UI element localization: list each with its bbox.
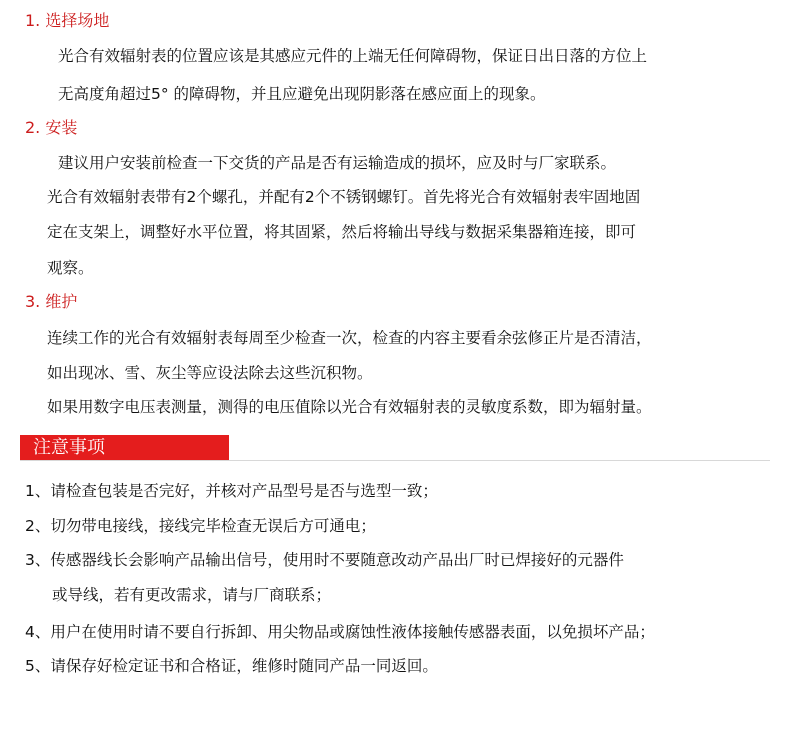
notice-item-2: 2、切勿带电接线，接线完毕检查无误后方可通电； (25, 517, 376, 535)
section-2-line-4: 观察。 (47, 259, 94, 277)
divider (20, 460, 770, 461)
notice-item-4: 4、用户在使用时请不要自行拆卸、用尖物品或腐蚀性液体接触传感器表面，以免损坏产品； (25, 623, 655, 641)
section-2-heading: 2. 安装 (25, 118, 78, 137)
section-3-line-3: 如果用数字电压表测量，测得的电压值除以光合有效辐射表的灵敏度系数，即为辐射量。 (47, 398, 652, 416)
notice-item-1: 1、请检查包装是否完好，并核对产品型号是否与选型一致； (25, 482, 438, 500)
section-1-line-1: 光合有效辐射表的位置应该是其感应元件的上端无任何障碍物，保证日出日落的方位上 (58, 47, 648, 65)
section-3-line-1: 连续工作的光合有效辐射表每周至少检查一次，检查的内容主要看余弦修正片是否清洁， (47, 329, 652, 347)
section-1-heading: 1. 选择场地 (25, 11, 110, 30)
notice-title: 注意事项 (33, 437, 105, 458)
section-2-line-3: 定在支架上，调整好水平位置，将其固紧，然后将输出导线与数据采集器箱连接，即可 (47, 223, 637, 241)
section-2-line-2: 光合有效辐射表带有2个螺孔，并配有2个不锈钢螺钉。首先将光合有效辐射表牢固地固 (47, 188, 641, 206)
section-1-line-2: 无高度角超过5° 的障碍物，并且应避免出现阴影落在感应面上的现象。 (58, 85, 546, 103)
notice-item-3-continued: 或导线，若有更改需求，请与厂商联系； (52, 586, 332, 604)
section-2-line-1: 建议用户安装前检查一下交货的产品是否有运输造成的损坏，应及时与厂家联系。 (58, 154, 617, 172)
notice-title-bar (20, 435, 229, 461)
section-3-line-2: 如出现冰、雪、灰尘等应设法除去这些沉积物。 (47, 364, 373, 382)
notice-item-5: 5、请保存好检定证书和合格证，维修时随同产品一同返回。 (25, 657, 438, 675)
section-3-heading: 3. 维护 (25, 292, 78, 311)
notice-item-3: 3、传感器线长会影响产品输出信号，使用时不要随意改动产品出厂时已焊接好的元器件 (25, 551, 624, 569)
